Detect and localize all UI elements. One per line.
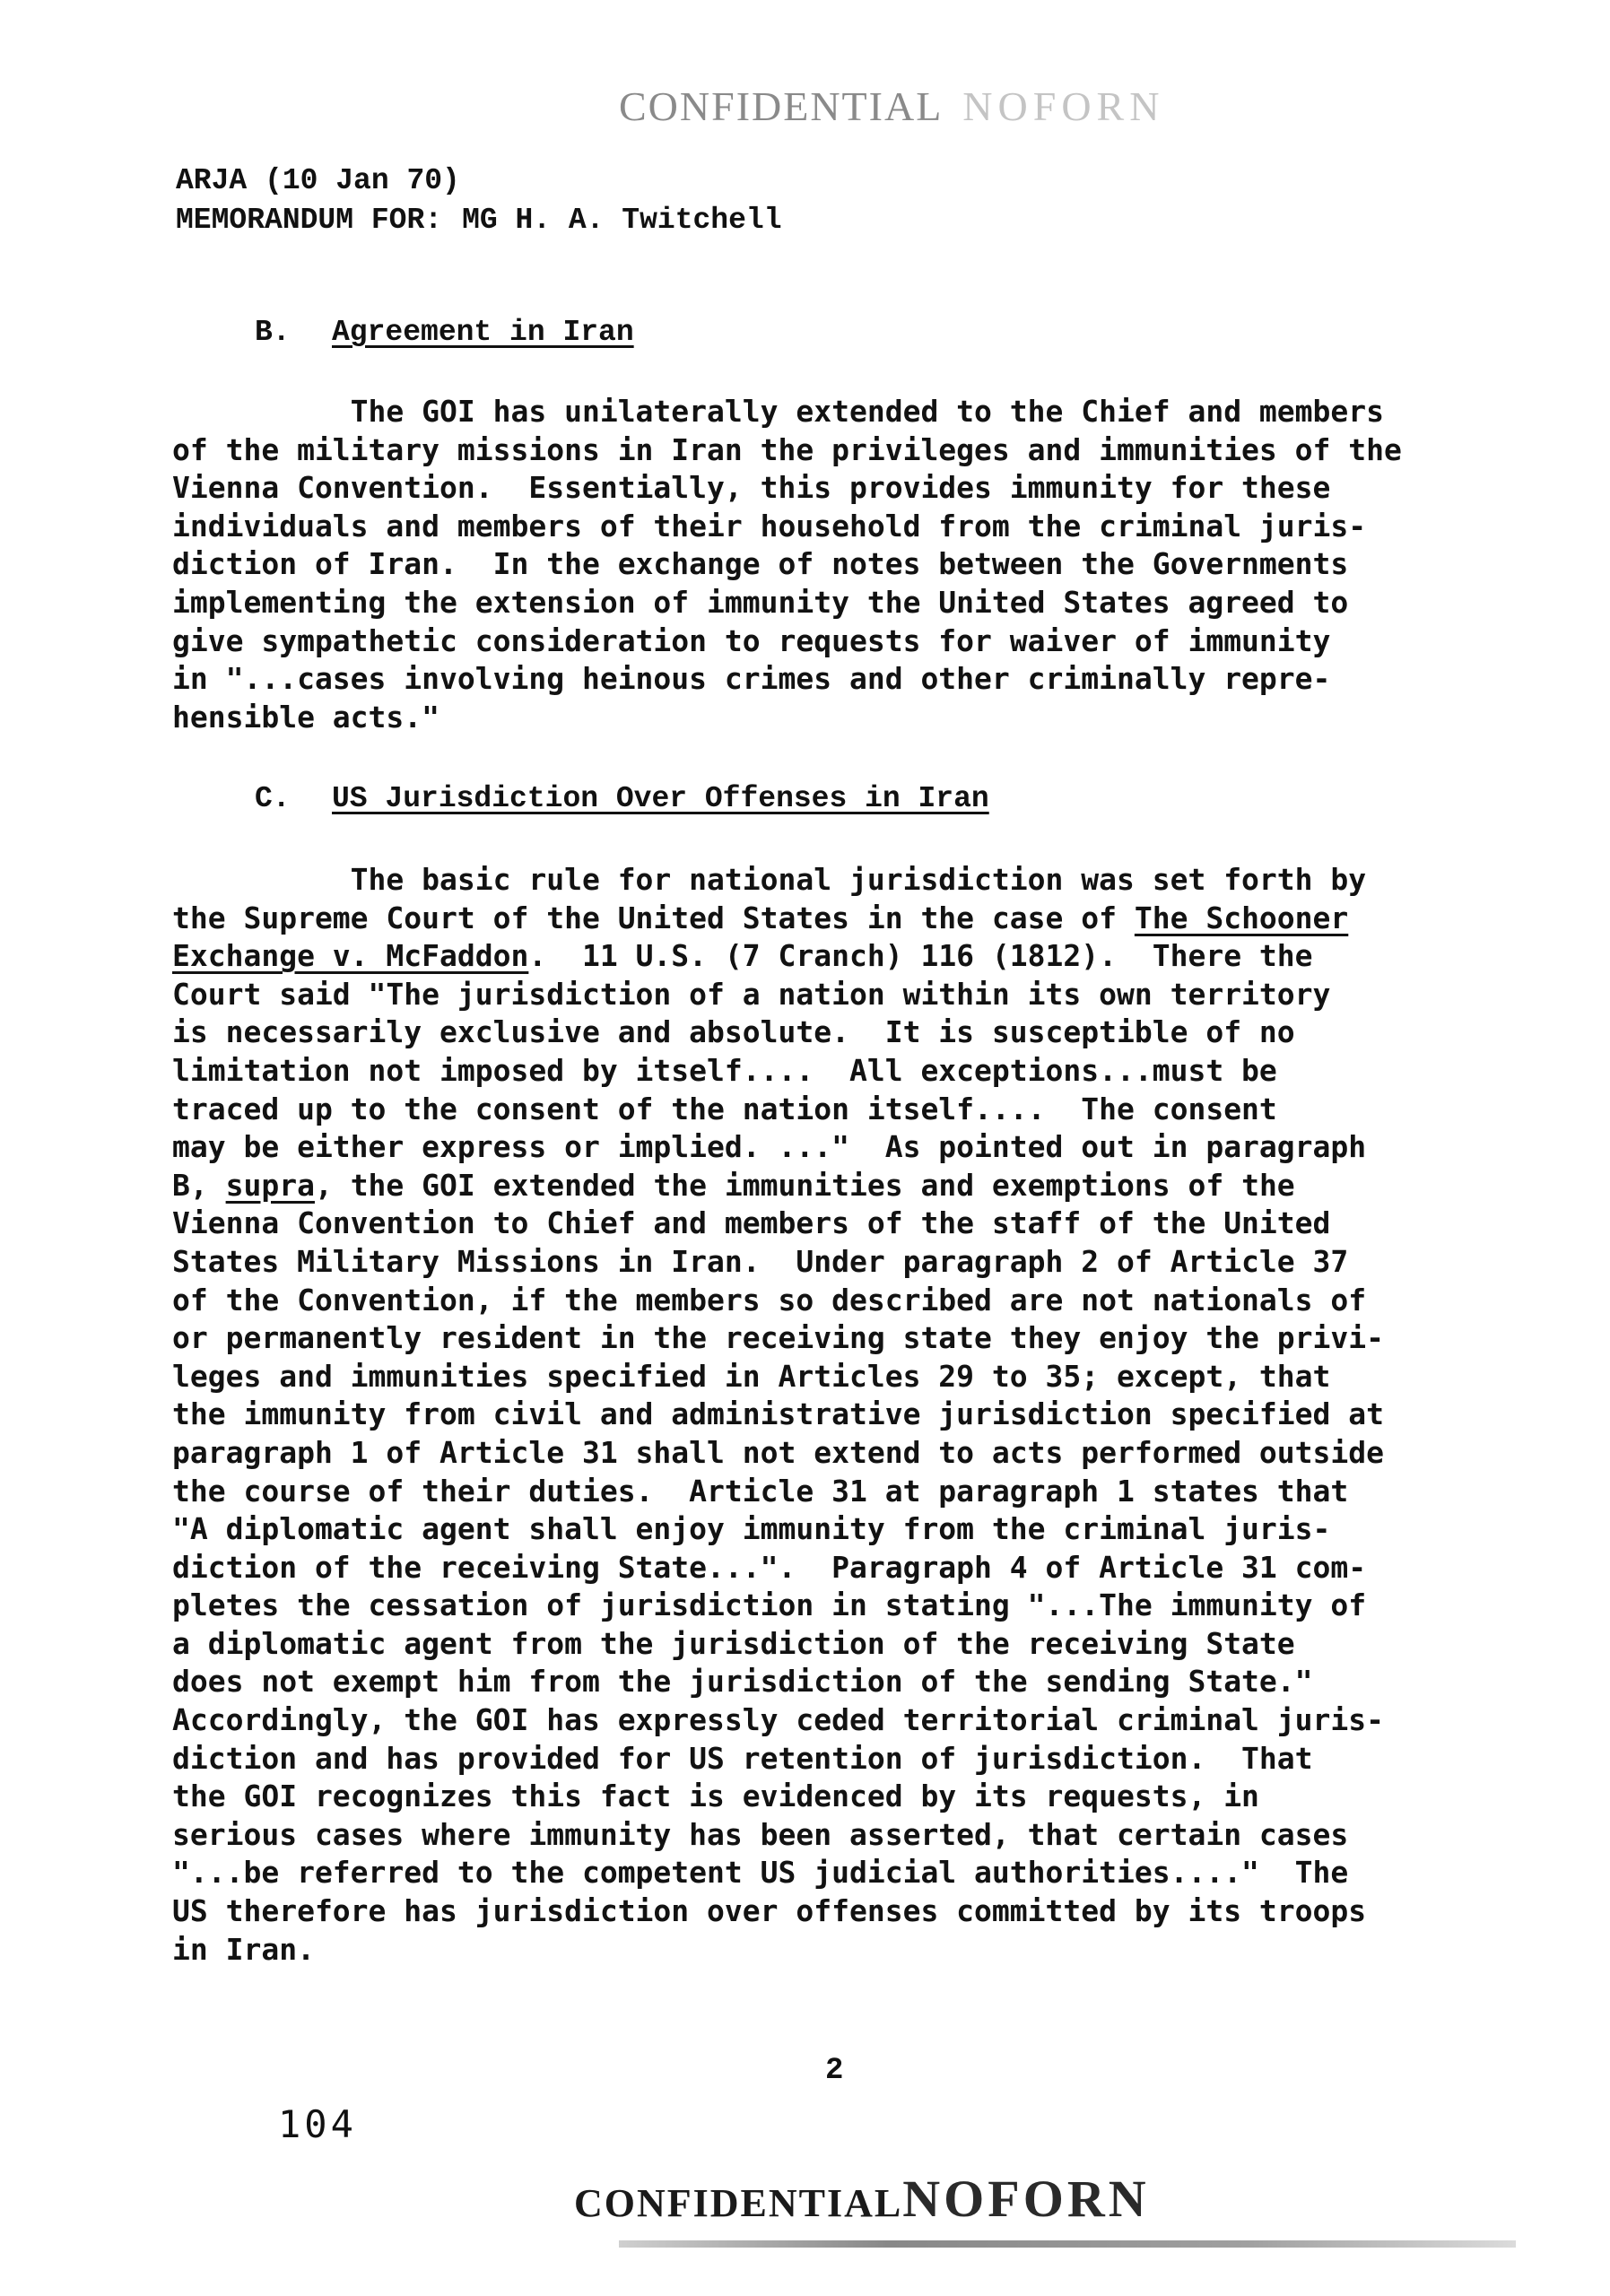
page-number: 2 — [825, 2054, 844, 2088]
document-number: 104 — [278, 2102, 357, 2146]
case-citation: The Schooner — [1134, 900, 1349, 935]
memo-label: MEMORANDUM FOR: — [176, 204, 443, 237]
stamp-bottom-faded: NOFORN — [902, 2170, 1150, 2228]
stamp-top-label: CONFIDENTIAL — [619, 83, 944, 129]
case-citation-cont: Exchange v. McFaddon — [172, 938, 529, 974]
section-c-title: US Jurisdiction Over Offenses in Iran — [332, 782, 989, 815]
stamp-bottom-label: CONFIDENTIAL — [574, 2181, 903, 2225]
section-b-title: Agreement in Iran — [332, 316, 634, 349]
section-b-heading — [255, 316, 634, 349]
memo-header — [176, 161, 782, 240]
stamp-top-faded: NOFORN — [962, 83, 1165, 129]
section-c-letter: C. — [255, 782, 291, 815]
memo-recipient-line — [176, 201, 782, 240]
section-b-paragraph: The GOI has unilaterally extended to the Chief and members of the military missions in Iran the privileges and immunities of the Vienna Convention. Essentially, this provides immunity for these individuals and members of their household from the criminal juris- diction of Iran. In the exchange of notes between the Governments implementing the extension of immunity the United States agreed to give sympathetic consideration to requests for waiver of immunity in "...cases involving heinous crimes and other criminally repre- hensible acts." — [172, 394, 1402, 735]
section-b-letter: B. — [255, 316, 291, 349]
section-c-paragraph: The basic rule for national jurisdiction was set forth by the Supreme Court of the United States in the case of The Schooner Exchange v. McFaddon. 11 U.S. (7 Cranch) 116 (1812). There the Court said "The jurisdiction of a nation within its own territory is necessarily exclusive and absolute. It is susceptible of no limitation not imposed by itself.... All exceptions...must be traced up to the consent of the nation itself.... The consent may be either express or implied. ..." As pointed out in paragraph B, supra, the GOI extended the immunities and exemptions of the Vienna Convention to Chief and members of the staff of the United States Military Missions in Iran. Under paragraph 2 of Article 37 of the Convention, if the members so described are not nationals of or permanently resident in the receiving state they enjoy the privi- leges and immunities specified in Articles 29 to 35; except, that the immunity from civil and administrative jurisdiction specified at paragraph 1 of Article 31 shall not extend to acts performed outside the course of their duties. Article 31 at paragraph 1 states that "A diplomatic agent shall enjoy immunity from the criminal juris- diction of the receiving State...". Paragraph 4 of Article 31 com- pletes the cessation of jurisdiction in stating "...The immunity of a diplomatic agent from the jurisdiction of the receiving State does not exempt him from the jurisdiction of the sending State." Accordingly, the GOI has expressly ceded territorial criminal juris- diction and has provided for US retention of jurisdiction. That the GOI recognizes this fact is evidenced by its requests, in serious cases where immunity has been asserted, that certain cases "...be referred to the competent US judicial authorities...." The US therefore has jurisdiction over offenses committed by its troops in Iran. — [172, 862, 1385, 1967]
memo-reference: ARJA (10 Jan 70) — [176, 164, 460, 197]
section-c-heading — [255, 782, 989, 815]
memo-recipient: MG H. A. Twitchell — [462, 204, 782, 237]
classification-stamp-bottom — [574, 2169, 1150, 2229]
stamp-smudge-bar — [619, 2240, 1516, 2248]
classification-stamp-top — [619, 83, 1164, 130]
supra-reference: supra — [225, 1167, 315, 1203]
